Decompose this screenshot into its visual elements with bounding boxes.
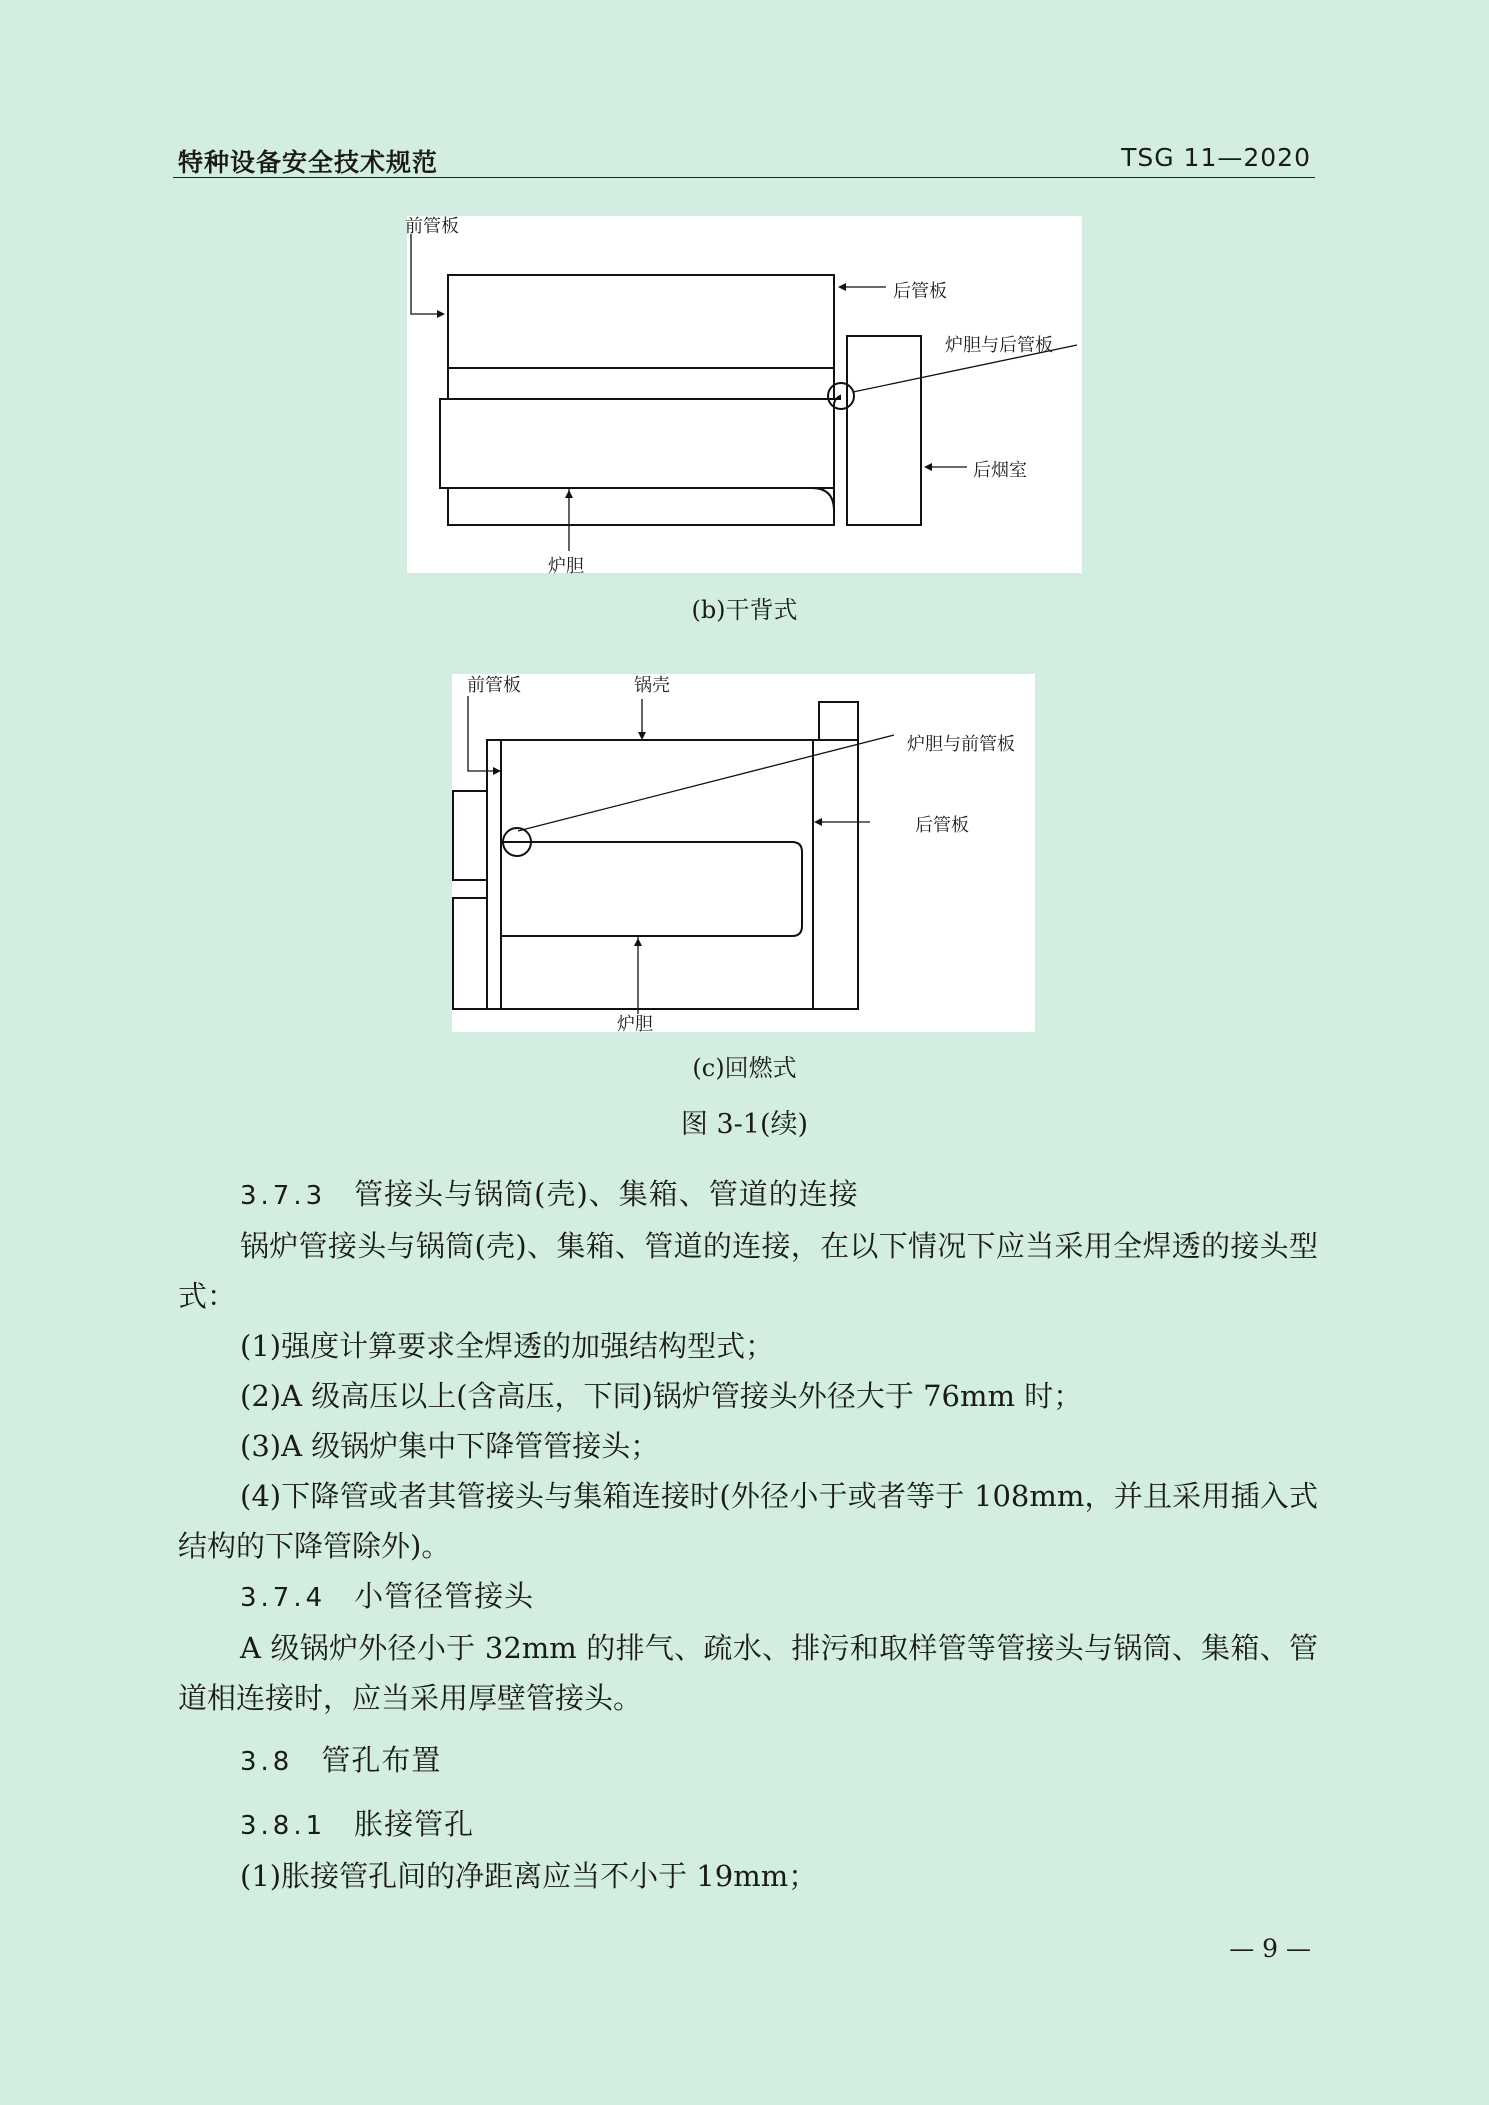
figure-c-reverse-flame <box>452 674 1035 1035</box>
paragraph: 锅炉管接头与锅筒(壳)、集箱、管道的连接，在以下情况下应当采用全焊透的接头型式： <box>178 1229 1318 1313</box>
shell-body <box>448 275 834 368</box>
burner-box-lower <box>453 898 487 1009</box>
figure-b-dry-back <box>405 216 1082 577</box>
shell-lower <box>448 488 834 525</box>
front-tube-sheet <box>487 740 501 1009</box>
burner-box-upper <box>453 791 487 880</box>
label-furnace-rear-sheet: 炉胆与后管板 <box>945 335 1053 356</box>
list-item: (2)A 级高压以上(含高压，下同)锅炉管接头外径大于 76mm 时； <box>240 1379 1083 1413</box>
shell <box>501 702 858 1009</box>
label-furnace: 炉胆 <box>548 556 584 577</box>
page-number: — 9 — <box>1229 1934 1311 1963</box>
label-rear-smoke-box: 后烟室 <box>973 460 1027 481</box>
section-heading-3-7-3: 3.7.3 管接头与锅筒(壳)、集箱、管道的连接 <box>240 1177 859 1211</box>
label-rear-tube-sheet: 后管板 <box>893 281 947 302</box>
paragraph: A 级锅炉外径小于 32mm 的排气、疏水、排污和取样管等管接头与锅筒、集箱、管道相连接时，应当采用厚壁管接头。 <box>178 1631 1318 1715</box>
list-item: (1)胀接管孔间的净距离应当不小于 19mm； <box>240 1859 818 1893</box>
label-front-tube-sheet: 前管板 <box>467 675 521 696</box>
label-front-tube-sheet: 前管板 <box>405 216 459 237</box>
body-text <box>178 1169 1318 1901</box>
figure-c-caption: (c)回燃式 <box>692 1054 797 1082</box>
rear-smoke-box <box>847 336 921 525</box>
header-standard-code: TSG 11—2020 <box>1121 143 1311 172</box>
section-heading-3-7-4: 3.7.4 小管径管接头 <box>240 1579 535 1613</box>
list-item: (3)A 级锅炉集中下降管管接头； <box>240 1429 660 1463</box>
figure-title: 图 3-1(续) <box>680 1109 809 1140</box>
furnace <box>501 842 802 936</box>
label-furnace: 炉胆 <box>617 1014 653 1035</box>
section-heading-3-8: 3.8 管孔布置 <box>240 1743 442 1777</box>
figure-c-drawing <box>452 674 1035 1032</box>
label-rear-tube-sheet: 后管板 <box>915 815 969 836</box>
figure-b-caption: (b)干背式 <box>691 596 798 624</box>
list-item: (4)下降管或者其管接头与集箱连接时(外径小于或者等于 108mm，并且采用插入式结构的下降管除外)。 <box>178 1479 1318 1563</box>
label-furnace-front-sheet: 炉胆与前管板 <box>907 734 1015 755</box>
label-shell: 锅壳 <box>634 675 670 696</box>
section-heading-3-8-1: 3.8.1 胀接管孔 <box>240 1807 475 1841</box>
furnace-tube <box>440 396 840 488</box>
header-rule <box>173 177 1315 178</box>
header-title: 特种设备安全技术规范 <box>178 148 439 177</box>
list-item: (1)强度计算要求全焊透的加强结构型式； <box>240 1329 775 1363</box>
figure-b-drawing <box>407 216 1082 573</box>
